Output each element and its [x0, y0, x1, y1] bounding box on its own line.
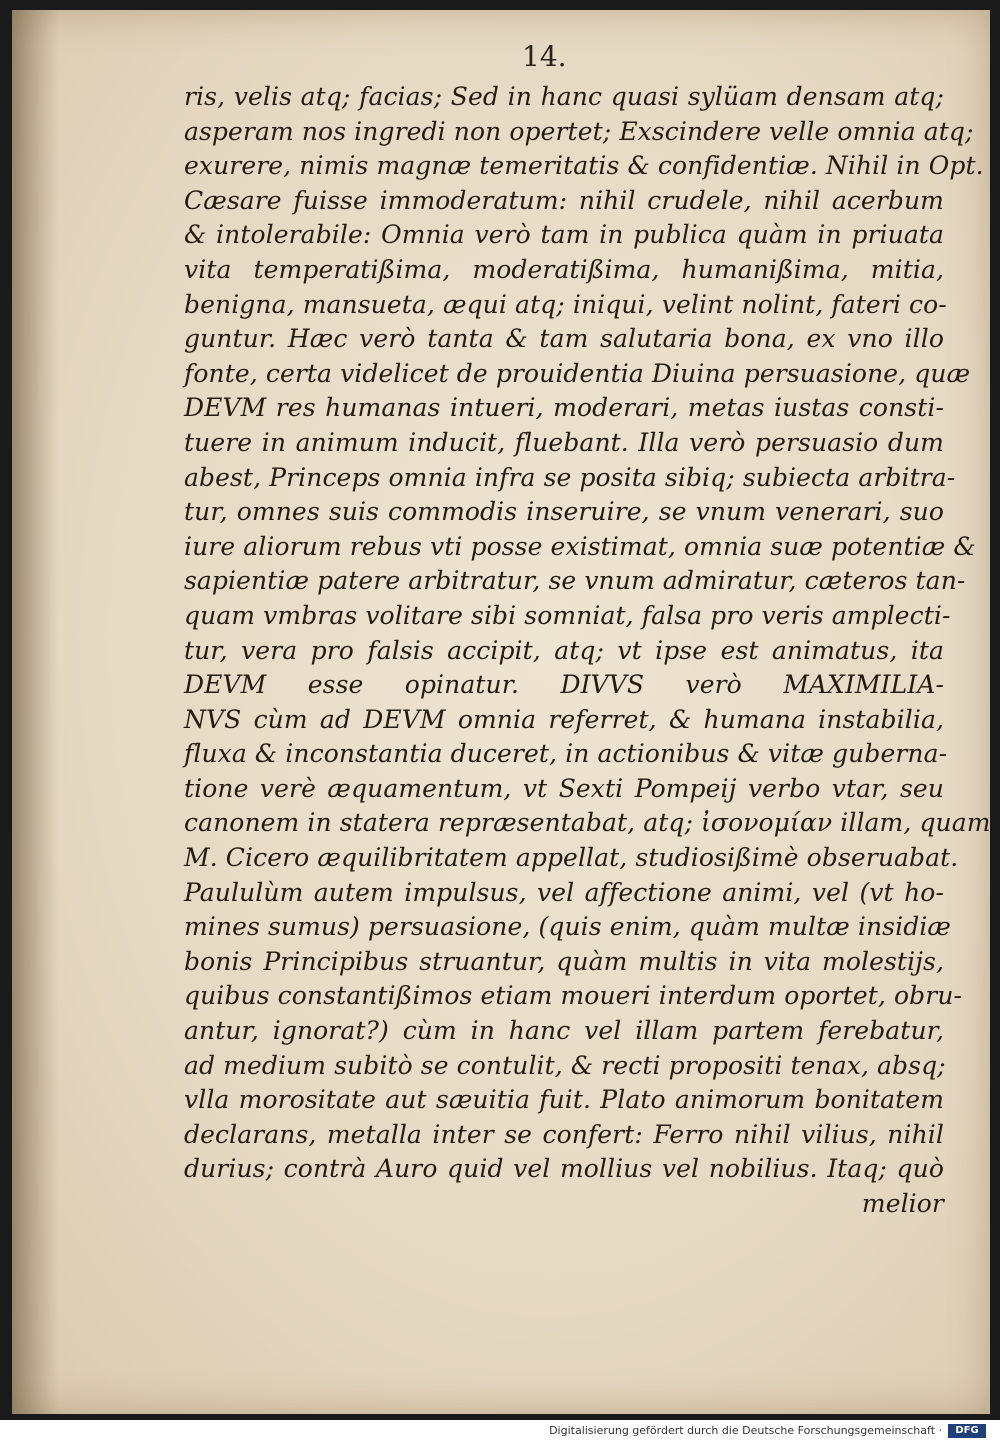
text-line: M. Cicero æquilibritatem appellat, studiosißimè obseruabat.	[184, 843, 959, 873]
text-line: bonis Principibus struantur, quàm multis in vita molestijs,	[184, 946, 944, 976]
text-line: mines sumus) persuasione, (quis enim, quàm multæ insidiæ	[184, 912, 951, 942]
text-line: asperam nos ingredi non opertet; Exscindere velle omnia atq;	[184, 116, 974, 146]
text-line: ad medium subitò se contulit, & recti propositi tenax, absq;	[184, 1050, 946, 1080]
text-line: quibus constantißimos etiam moueri interdum oportet, obru-	[184, 981, 963, 1011]
text-line: DEVM esse opinatur. DIVVS verò MAXIMILIA-	[184, 670, 944, 700]
text-line: tur, omnes suis commodis inseruire, se vnum venerari, suo	[184, 497, 944, 527]
dfg-logo-icon: DFG	[948, 1424, 986, 1438]
text-line: exurere, nimis magnæ temeritatis & confidentiæ. Nihil in Opt.	[184, 151, 984, 181]
text-line: melior	[861, 1189, 944, 1218]
text-line: vlla morositate aut sæuitia fuit. Plato animorum bonitatem	[184, 1085, 944, 1115]
text-line: ris, velis atq; facias; Sed in hanc quasi sylüam densam atq;	[184, 82, 944, 111]
text-line: Cæsare fuisse immoderatum: nihil crudele, nihil acerbum	[184, 185, 944, 215]
text-line: antur, ignorat?) cùm in hanc vel illam partem ferebatur,	[184, 1016, 944, 1046]
text-line: & intolerabile: Omnia verò tam in publica quàm in priuata	[184, 220, 944, 250]
text-line: declarans, metalla inter se confert: Ferro nihil vilius, nihil	[184, 1119, 944, 1149]
text-line: fonte, certa videlicet de prouidentia Diuina persuasione, quæ	[184, 358, 971, 388]
body-text	[184, 80, 991, 1222]
text-line: canonem in statera repræsentabat, atq; ἰσονομίαν illam, quam	[184, 808, 991, 838]
text-line: quam vmbras volitare sibi somniat, falsa pro veris amplecti-	[184, 600, 951, 630]
text-line: durius; contrà Auro quid vel mollius vel nobilius. Itaq; quò	[184, 1154, 944, 1184]
page-gutter-shadow	[12, 10, 58, 1414]
text-line: tuere in animum inducit, fluebant. Illa verò persuasio dum	[184, 427, 944, 457]
text-line: fluxa & inconstantia duceret, in actionibus & vitæ guberna-	[184, 739, 948, 769]
text-line: NVS cùm ad DEVM omnia referret, & humana instabilia,	[184, 704, 944, 734]
text-line: iure aliorum rebus vti posse existimat, omnia suæ potentiæ &	[184, 531, 976, 561]
funding-credit: Digitalisierung gefördert durch die Deutsche Forschungsgemeinschaft ·	[549, 1424, 942, 1437]
footer-bar	[0, 1420, 1000, 1444]
text-line: tur, vera pro falsis accipit, atq; vt ipse est animatus, ita	[184, 635, 944, 665]
text-line: benigna, mansueta, æqui atq; iniqui, velint nolint, fateri co-	[184, 289, 947, 319]
text-line: tione verè æquamentum, vt Sexti Pompeij verbo vtar, seu	[184, 773, 944, 803]
text-line: vita temperatißima, moderatißima, humanißima, mitia,	[184, 254, 944, 284]
book-page	[12, 10, 990, 1414]
text-line: DEVM res humanas intueri, moderari, metas iustas consti-	[184, 393, 944, 423]
text-line: abest, Princeps omnia infra se posita sibiq; subiecta arbitra-	[184, 462, 956, 492]
text-line: Paululùm autem impulsus, vel affectione animi, vel (vt ho-	[184, 877, 944, 907]
page-number: 14.	[522, 40, 567, 73]
text-line: guntur. Hæc verò tanta & tam salutaria bona, ex vno illo	[184, 324, 944, 354]
text-line: sapientiæ patere arbitratur, se vnum admiratur, cæteros tan-	[184, 566, 966, 596]
